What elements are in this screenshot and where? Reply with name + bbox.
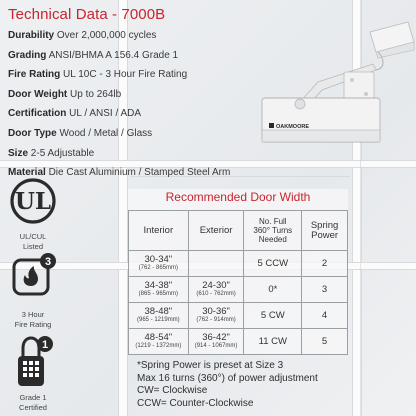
note-line: Max 16 turns (360°) of power adjustment — [137, 372, 318, 384]
header-turns: No. Full 360° Turns Needed — [244, 211, 302, 251]
svg-text:3: 3 — [44, 256, 52, 268]
grade-certified-badge: 1 Grade 1 Certified — [4, 334, 62, 412]
table-row: 38-48" (965 - 1219mm) 30-36" (762 - 914mm) 5 CW 4 — [129, 303, 348, 329]
spec-row-material: Material Die Cast Aluminium / Stamped Steel Arm — [8, 167, 231, 179]
brand-label: OAKMOORE — [276, 124, 309, 130]
spec-row-size: Size 2-5 Adjustable — [8, 147, 95, 159]
grade-lock-icon — [10, 334, 56, 388]
table-header-row — [129, 211, 348, 251]
table-row: 34-38" (865 - 965mm) 24-30" (610 - 762mm) 0* 3 — [129, 277, 348, 303]
spec-row-fire-rating: Fire Rating UL 10C - 3 Hour Fire Rating — [8, 69, 188, 81]
fire-rating-icon — [8, 252, 58, 302]
table-notes — [137, 360, 318, 410]
header-spring-power: Spring Power — [302, 211, 348, 251]
door-closer-image — [258, 12, 416, 162]
page-title: Technical Data - 7000B — [8, 6, 166, 23]
svg-text:1: 1 — [41, 339, 49, 351]
svg-text:UL: UL — [14, 188, 52, 215]
spec-row-door-weight: Door Weight Up to 264lb — [8, 88, 122, 100]
table-row: 30-34" (762 - 865mm) 5 CCW 2 — [129, 251, 348, 277]
spec-list — [8, 28, 230, 185]
table-row: 48-54" (1219 - 1372mm) 36-42" (914 - 1067mm) 11 CW 5 — [129, 329, 348, 355]
spec-row-durability: Durability Over 2,000,000 cycles — [8, 30, 157, 41]
door-width-table — [128, 210, 348, 355]
spec-row-door-type: Door Type Wood / Metal / Glass — [8, 127, 153, 139]
spec-row-certification: Certification UL / ANSI / ADA — [8, 108, 142, 120]
note-line: *Spring Power is preset at Size 3 — [137, 360, 284, 371]
table-title: Recommended Door Width — [165, 190, 311, 204]
note-line: CW= Clockwise — [137, 385, 208, 396]
spec-row-grading: Grading ANSI/BHMA A 156.4 Grade 1 — [8, 49, 179, 61]
fire-rating-badge: 3 3 Hour Fire Rating — [4, 252, 62, 329]
header-interior: Interior — [129, 211, 189, 251]
header-exterior: Exterior — [188, 211, 244, 251]
ul-listed-badge: UL UL/CUL Listed — [4, 178, 62, 251]
ul-listed-icon — [10, 178, 56, 224]
note-line: CCW= Counter-Clockwise — [137, 397, 254, 409]
